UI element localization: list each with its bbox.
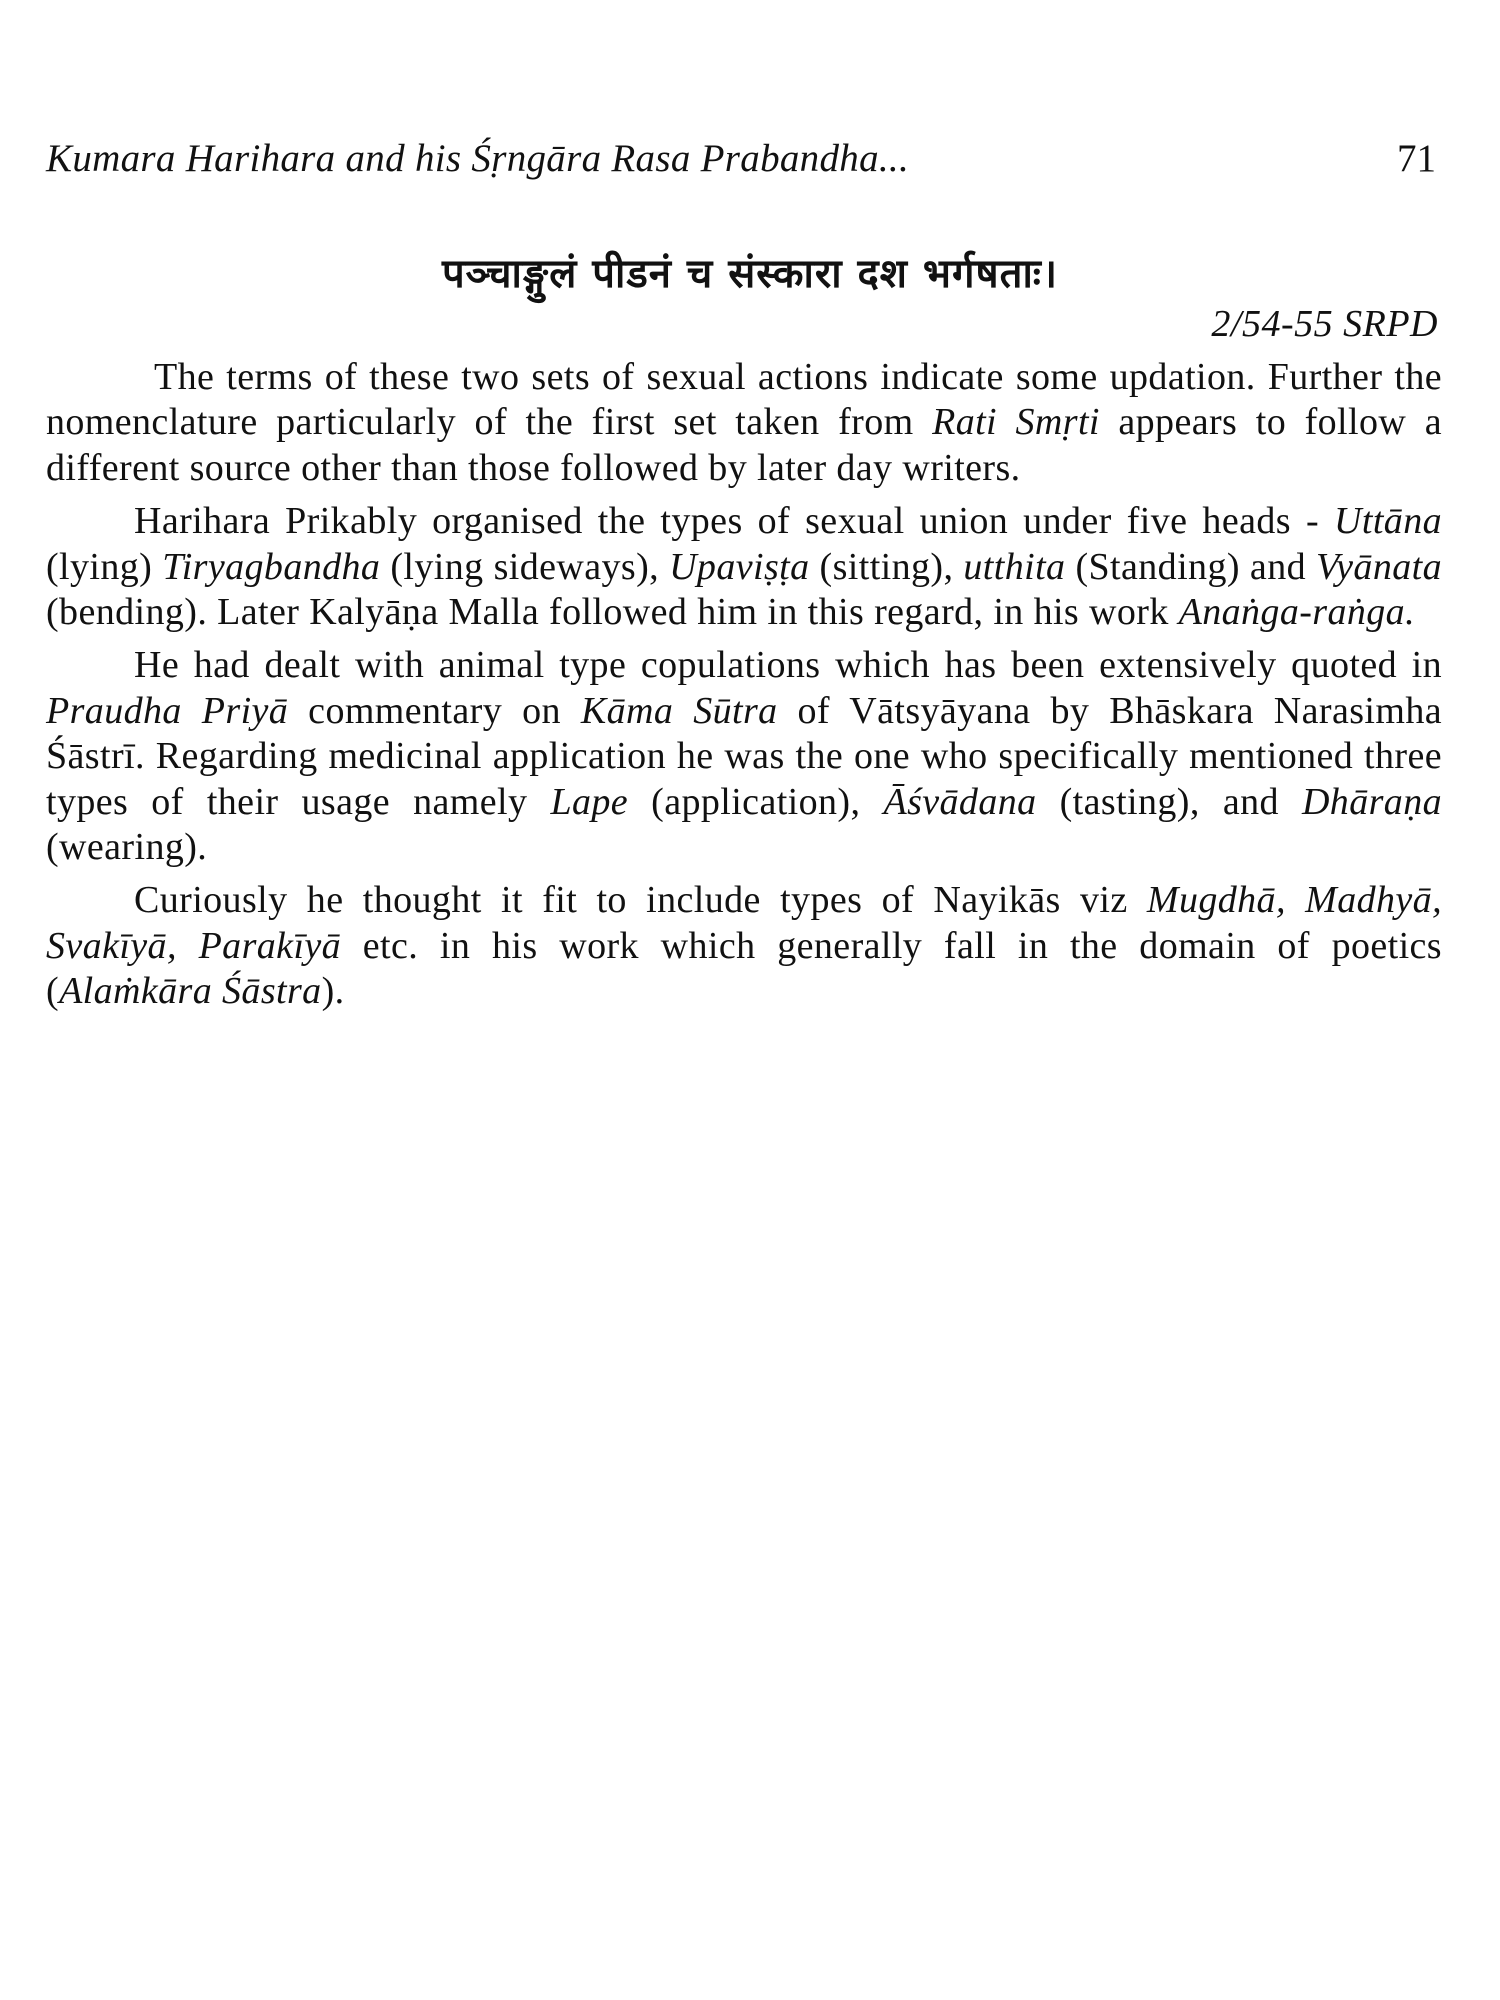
paragraph-2 (46, 499, 1442, 635)
text-span: The terms of these two sets of sexual actions indicate some updation. Further the nomenclature particularly of the first set taken from (46, 356, 1442, 444)
verse-reference: 2/54-55 SRPD (1211, 303, 1438, 345)
italic-term: Āśvādana (883, 780, 1037, 823)
italic-term: Mugdhā, Madhyā, Svakīyā, Parakīyā (46, 879, 1442, 967)
italic-term: Alaṁkāra Śāstra (59, 970, 322, 1013)
text-span: (wearing). (46, 826, 208, 869)
italic-term: Kāma Sūtra (580, 689, 778, 732)
text-span: (tasting), and (1036, 780, 1302, 823)
italic-term: Rati Smṛti (932, 401, 1100, 444)
italic-term: Anaṅga-raṅga. (1178, 591, 1415, 634)
text-span: appears to follow a different source other than those followed by later day writers. (46, 401, 1442, 489)
text-span: (bending). Later Kalyāṇa Malla followed him in this regard, in his work (46, 591, 1179, 634)
text-span: of Vātsyāyana by Bhāskara Narasimha Śāstrī. Regarding medicinal application he was the one who specifically mentioned three types of their usage namely (46, 689, 1442, 823)
italic-term: Dhāraṇa (1301, 780, 1442, 823)
italic-term: Lape (550, 780, 629, 823)
italic-term: Uttāna (1334, 500, 1442, 543)
running-head (46, 136, 1436, 186)
paragraph-3 (46, 643, 1442, 870)
text-span: (application), (628, 780, 884, 823)
text-span: commentary on (288, 689, 581, 732)
page-number: 71 (1397, 137, 1436, 180)
text-span: (lying sideways), (380, 545, 670, 588)
text-span: He had dealt with animal type copulations which has been extensively quoted in (134, 644, 1442, 687)
paragraph-1 (46, 355, 1442, 491)
paragraph-4 (46, 878, 1442, 1014)
italic-term: Tiryagbandha (162, 545, 381, 588)
italic-term: utthita (963, 545, 1066, 588)
body-text (46, 355, 1442, 1023)
text-span: Harihara Prikably organised the types of sexual union under five heads - (134, 500, 1335, 543)
text-span: ). (321, 970, 345, 1013)
text-span: (Standing) and (1065, 545, 1317, 588)
italic-term: Vyānata (1316, 545, 1442, 588)
text-span: Curiously he thought it fit to include types of Nayikās viz (134, 879, 1147, 922)
sanskrit-verse: पञ्चाङ्गुलं पीडनं च संस्कारा दश भर्गषताः। (441, 251, 1059, 297)
italic-term: Upaviṣṭa (669, 545, 810, 588)
running-title: Kumara Harihara and his Śṛngāra Rasa Prabandha... (46, 137, 910, 180)
italic-term: Praudha Priyā (46, 689, 289, 732)
text-span: etc. in his work which generally fall in the domain of poetics ( (46, 924, 1442, 1013)
text-span: (lying) (46, 545, 163, 588)
text-span: (sitting), (809, 545, 964, 588)
